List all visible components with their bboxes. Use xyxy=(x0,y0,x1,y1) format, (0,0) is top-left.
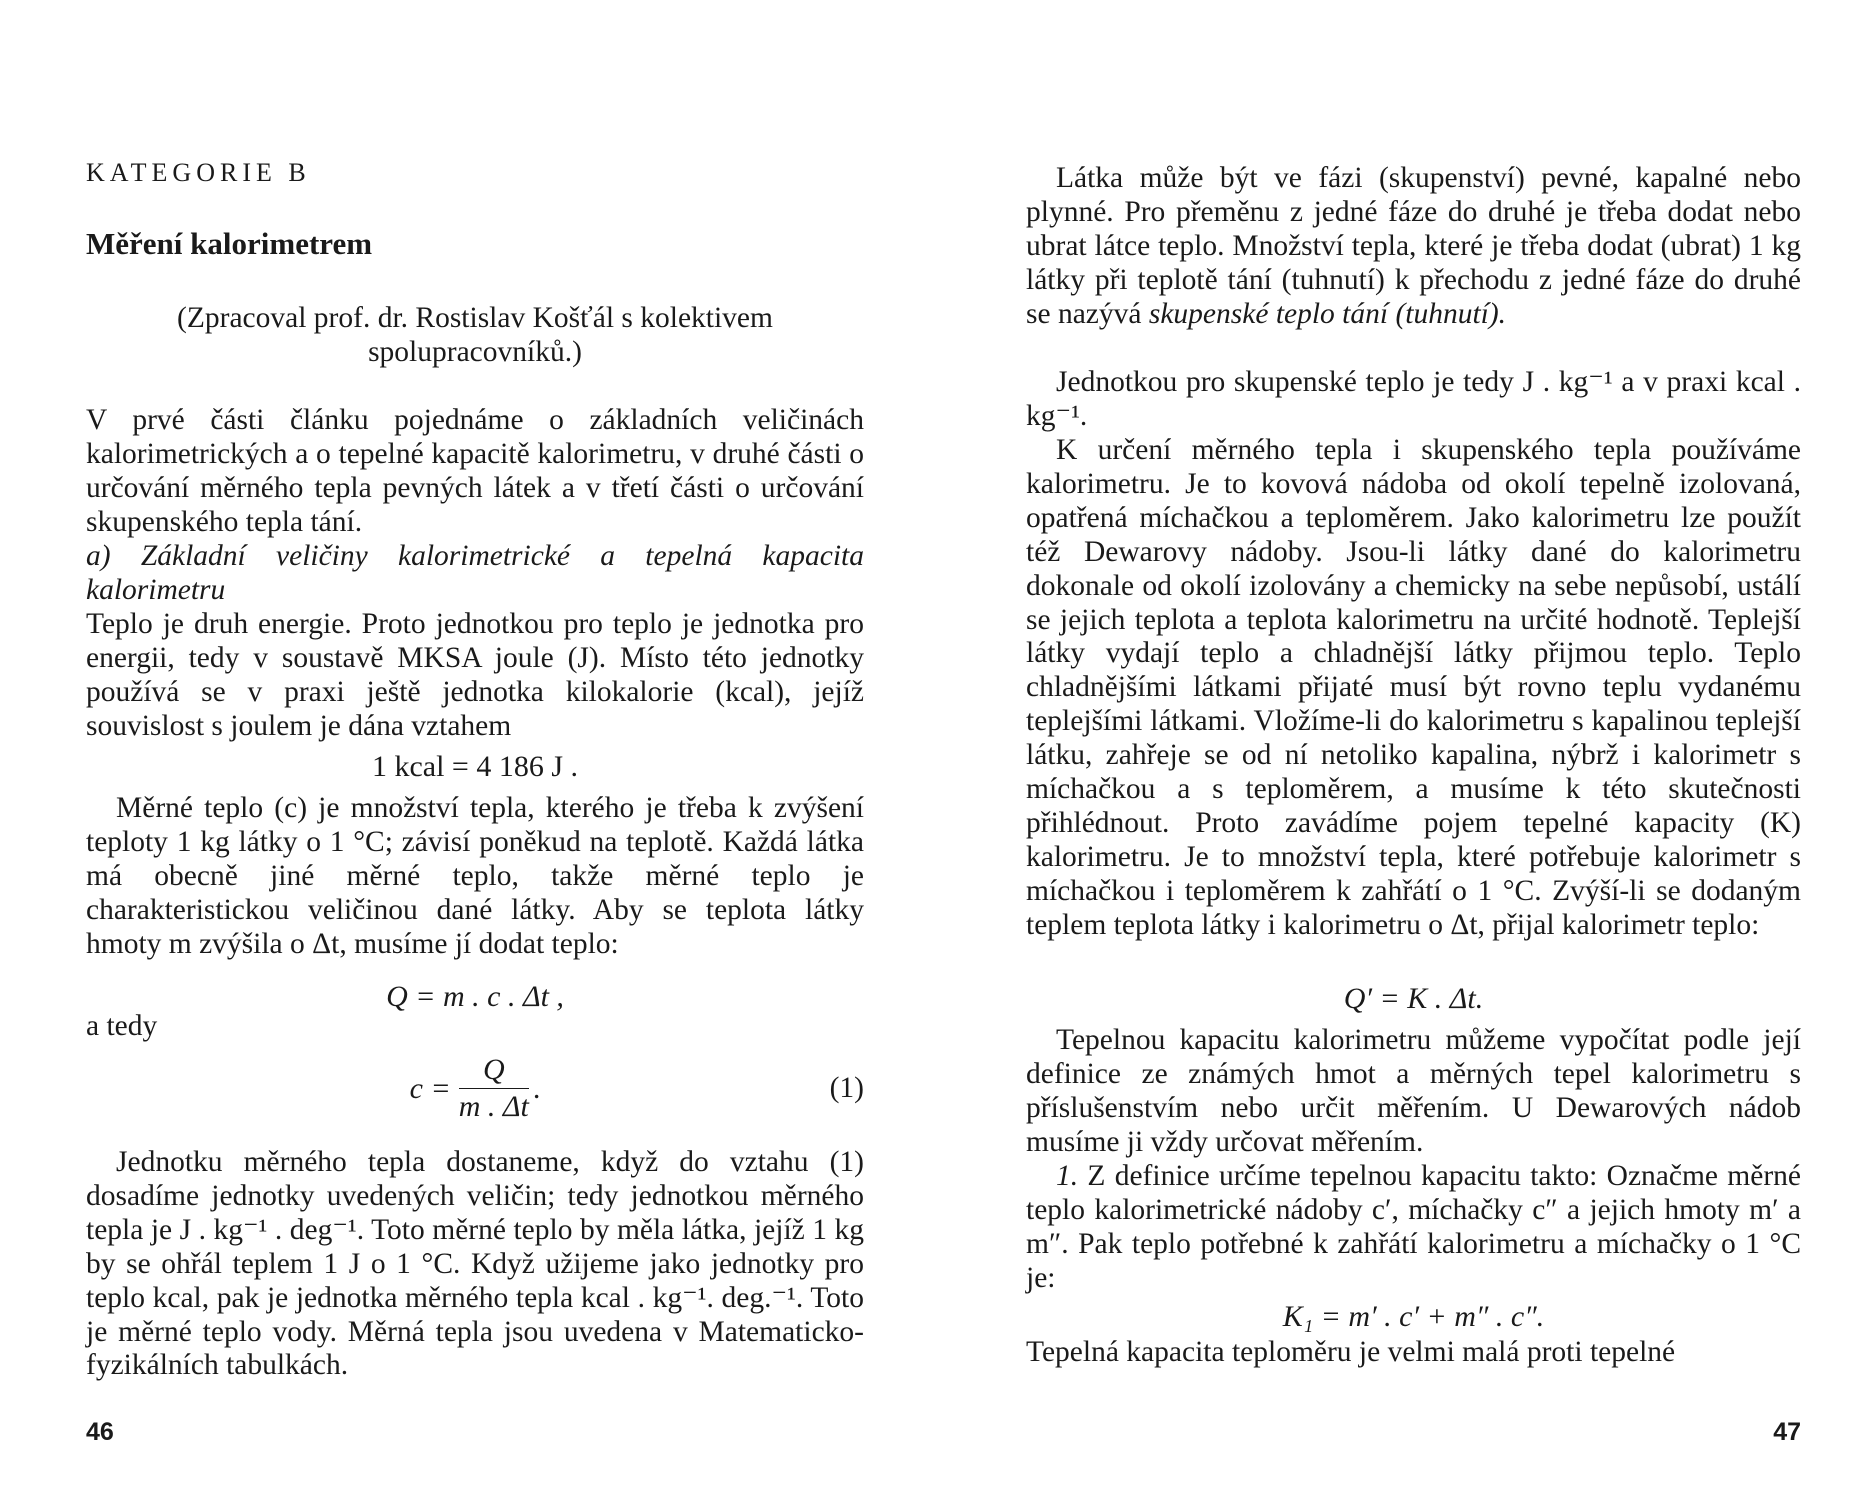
equation-c-lhs: c = xyxy=(409,1071,451,1105)
equation-K1: K₁ = m′ . c′ + m″ . c″. xyxy=(1282,1300,1545,1333)
left-page xyxy=(86,0,864,1500)
right-page xyxy=(1026,0,1801,1500)
paragraph-specific-heat: Měrné teplo (c) je množství tepla, kterého je třeba k zvýšení teploty 1 kg látky o 1 °C; závisí poněkud na teplotě. Každá látka má obecně jiné měrné teplo, takže měrné teplo je charakteristickou veličinou dané látky. Aby se teplota látky hmoty m zvýšila o Δt, musíme jí dodat teplo: xyxy=(86,792,864,960)
paragraph-calorimeter: K určení měrného tepla i skupenského tepla používáme kalorimetru. Je to kovová nádoba od okolí tepelně izolovaná, opatřená míchačkou a teploměrem. Jako kalorimetru lze použít též Dewarovy nádoby. Jsou-li látky dané do kalorimetru dokonale od okolí izolovány a chemicky na sebe nepůsobí, ustálí se jejich teplota a teplota kalorimetru na určité hodnotě. Teplejší látky vydají teplo a chladnější látky přijmou teplo. Teplo chladnějšími látkami přijaté musí být rovno teplu vydanému teplejšími látkami. Vložíme-li do kalorimetru s kapalinou teplejší látku, zahřeje se od ní netoliko kapalina, nýbrž i kalorimetr s míchačkou a s teploměrem, a musíme k této skutečnosti přihlédnout. Proto zavádíme pojem tepelné kapacity (K) kalorimetru. Je to množství tepla, které potřebuje kalorimetr s míchačkou i teploměrem k zahřátí o 1 °C. Zvýší-li se dodaným teplem teplota látky i kalorimetru o Δt, přijal kalorimetr teplo: xyxy=(1026,434,1801,941)
and-then-text: a tedy xyxy=(86,1010,158,1042)
equation-c-denominator: m . Δt xyxy=(458,1090,529,1123)
page-number-right: 47 xyxy=(1773,1418,1801,1446)
equation-c xyxy=(86,1052,864,1132)
equation-Q: Q = m . c . Δt , xyxy=(386,980,564,1013)
paragraph-definition-text: Z definice určíme tepelnou kapacitu takto: Označme měrné teplo kalorimetrické nádoby c′, míchačky c″ a jejich hmoty m′ a m″. Pak teplo potřebné k zahřátí kalorimetru a míchačky o 1 °C je: xyxy=(1026,1160,1802,1294)
article-title: Měření kalorimetrem xyxy=(86,226,373,261)
equation-kcal-text: 1 kcal = 4 186 J . xyxy=(371,750,579,783)
paragraph-unit-specific-heat: Jednotku měrného tepla dostaneme, když do vztahu (1) dosadíme jednotky uvedených veličin; tedy jednotkou měrného tepla je J . kg⁻¹ . deg⁻¹. Toto měrné teplo by měla látka, jejíž 1 kg by se ohřál teplem 1 J o 1 °C. Když užijeme jako jednotky pro teplo kcal, pak je jednotka měrného tepla kcal . kg⁻¹. deg.⁻¹. Toto je měrné teplo vody. Měrná tepla jsou uvedena v Matematicko-fyzikálních tabulkách. xyxy=(86,1146,864,1382)
equation-c-dot: . xyxy=(532,1071,541,1105)
intro-paragraph: V prvé části článku pojednáme o základních veličinách kalorimetrických a o tepelné kapacitě kalorimetru, v druhé části o určování měrného tepla pevných látek a v třetí části o určování skupenského tepla tání. xyxy=(86,404,864,538)
section-a-heading: a) Základní veličiny kalorimetrické a tepelná kapacita kalorimetru xyxy=(86,540,864,606)
equation-c-numerator: Q xyxy=(459,1052,529,1089)
paragraph-latent-unit: Jednotkou pro skupenské teplo je tedy J . kg⁻¹ a v praxi kcal . kg⁻¹. xyxy=(1026,366,1801,432)
equation-number: (1) xyxy=(829,1072,864,1104)
equation-kcal xyxy=(86,750,864,784)
page-number-left: 46 xyxy=(86,1418,114,1446)
category-heading: KATEGORIE B xyxy=(86,158,311,187)
paragraph-definition xyxy=(1026,1160,1801,1296)
term-latent-heat: skupenské teplo tání (tuhnutí). xyxy=(1148,297,1507,330)
paragraph-thermometer: Tepelná kapacita teploměru je velmi malá proti tepelné xyxy=(1026,1336,1676,1368)
equation-c-fraction xyxy=(459,1052,529,1125)
paragraph-heat-energy: Teplo je druh energie. Proto jednotkou pro teplo je jednotka pro energii, tedy v soustavě MKSA joule (J). Místo této jednotky používá se v praxi ještě jednotka kilokalorie (kcal), jejíž souvislost s joulem je dána vztahem xyxy=(86,608,864,742)
paragraph-phase xyxy=(1026,162,1801,332)
byline: (Zpracoval prof. dr. Rostislav Košťál s kolektivem spolupracovníků.) xyxy=(177,302,773,368)
paragraph-heat-capacity: Tepelnou kapacitu kalorimetru můžeme vypočítat podle její definice ze známých hmot a měrných tepel kalorimetru s příslušenstvím nebo určit měřením. U Dewarových nádob musíme ji vždy určovat měřením. xyxy=(1026,1024,1801,1158)
item-number-1: 1. xyxy=(1056,1160,1079,1192)
paragraph-phase-text: Látka může být ve fázi (skupenství) pevné, kapalné nebo plynné. Pro přeměnu z jedné fáze do druhé je třeba dodat nebo ubrat látce teplo. Množství tepla, které je třeba dodat (ubrat) 1 kg látky při teplotě tání (tuhnutí) k přechodu z jedné fáze do druhé se nazývá xyxy=(1026,162,1801,330)
equation-Qprime: Q′ = K . Δt. xyxy=(1343,982,1484,1015)
